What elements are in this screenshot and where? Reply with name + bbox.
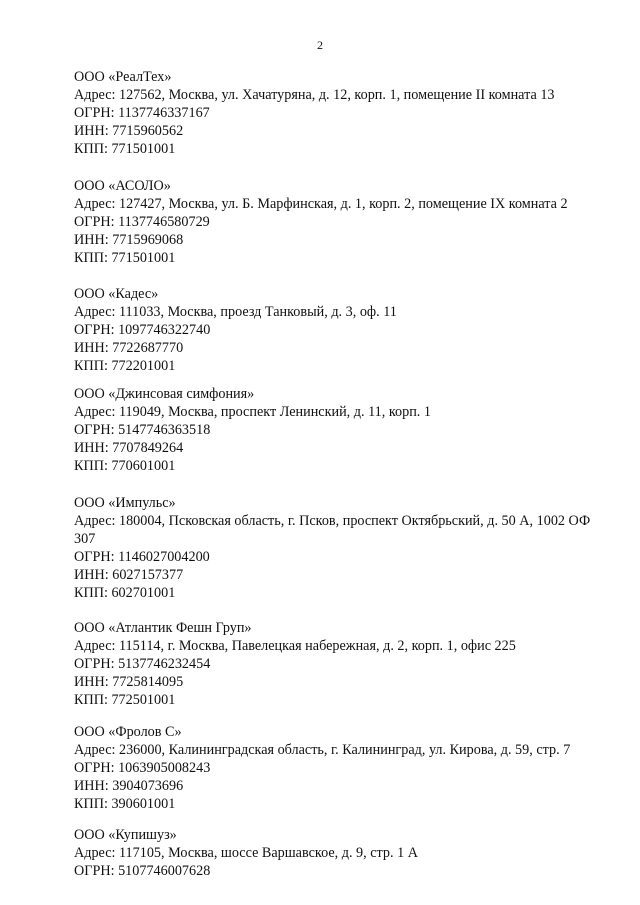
company-name: ООО «АСОЛО» [74, 178, 171, 194]
company-inn: ИНН: 7707849264 [74, 440, 184, 456]
company-kpp: КПП: 772201001 [74, 358, 176, 374]
company-inn: ИНН: 7715969068 [74, 232, 184, 248]
company-name: ООО «Импульс» [74, 495, 176, 511]
company-kpp: КПП: 771501001 [74, 250, 176, 266]
company-kpp: КПП: 770601001 [74, 458, 176, 474]
company-entry [74, 826, 614, 880]
company-name: ООО «Купишуз» [74, 827, 177, 843]
company-address: Адрес: 111033, Москва, проезд Танковый, д. 3, оф. 11 [74, 304, 397, 320]
company-kpp: КПП: 602701001 [74, 585, 176, 601]
company-inn: ИНН: 7725814095 [74, 674, 184, 690]
company-address: Адрес: 180004, Псковская область, г. Псков, проспект Октябрьский, д. 50 А, 1002 ОФ 307 [74, 513, 591, 547]
company-address: Адрес: 115114, г. Москва, Павелецкая набережная, д. 2, корп. 1, офис 225 [74, 638, 516, 654]
company-name: ООО «Кадес» [74, 286, 159, 302]
company-name: ООО «Атлантик Фешн Груп» [74, 620, 252, 636]
company-address: Адрес: 119049, Москва, проспект Ленинский, д. 11, корп. 1 [74, 404, 431, 420]
company-ogrn: ОГРН: 5147746363518 [74, 422, 211, 438]
company-kpp: КПП: 771501001 [74, 141, 176, 157]
company-ogrn: ОГРН: 5137746232454 [74, 656, 211, 672]
company-address: Адрес: 127427, Москва, ул. Б. Марфинская, д. 1, корп. 2, помещение IX комната 2 [74, 196, 568, 212]
company-address: Адрес: 117105, Москва, шоссе Варшавское, д. 9, стр. 1 А [74, 845, 418, 861]
company-entry [74, 68, 614, 158]
company-entry [74, 177, 614, 267]
company-entry [74, 385, 614, 475]
company-ogrn: ОГРН: 1137746337167 [74, 105, 210, 121]
company-ogrn: ОГРН: 1063905008243 [74, 760, 211, 776]
company-entry [74, 723, 614, 813]
company-inn: ИНН: 3904073696 [74, 778, 184, 794]
company-inn: ИНН: 7722687770 [74, 340, 184, 356]
company-name: ООО «Фролов С» [74, 724, 182, 740]
page-number: 2 [317, 38, 323, 52]
company-kpp: КПП: 390601001 [74, 796, 176, 812]
company-ogrn: ОГРН: 1097746322740 [74, 322, 211, 338]
company-entry [74, 494, 614, 602]
company-ogrn: ОГРН: 5107746007628 [74, 863, 211, 879]
company-ogrn: ОГРН: 1146027004200 [74, 549, 210, 565]
company-name: ООО «Джинсовая симфония» [74, 386, 255, 402]
company-address: Адрес: 127562, Москва, ул. Хачатуряна, д. 12, корп. 1, помещение II комната 13 [74, 87, 555, 103]
company-entry [74, 619, 614, 709]
company-ogrn: ОГРН: 1137746580729 [74, 214, 210, 230]
company-inn: ИНН: 7715960562 [74, 123, 184, 139]
company-kpp: КПП: 772501001 [74, 692, 176, 708]
company-name: ООО «РеалТех» [74, 69, 172, 85]
company-address: Адрес: 236000, Калининградская область, г. Калининград, ул. Кирова, д. 59, стр. 7 [74, 742, 571, 758]
company-entry [74, 285, 614, 375]
company-inn: ИНН: 6027157377 [74, 567, 184, 583]
